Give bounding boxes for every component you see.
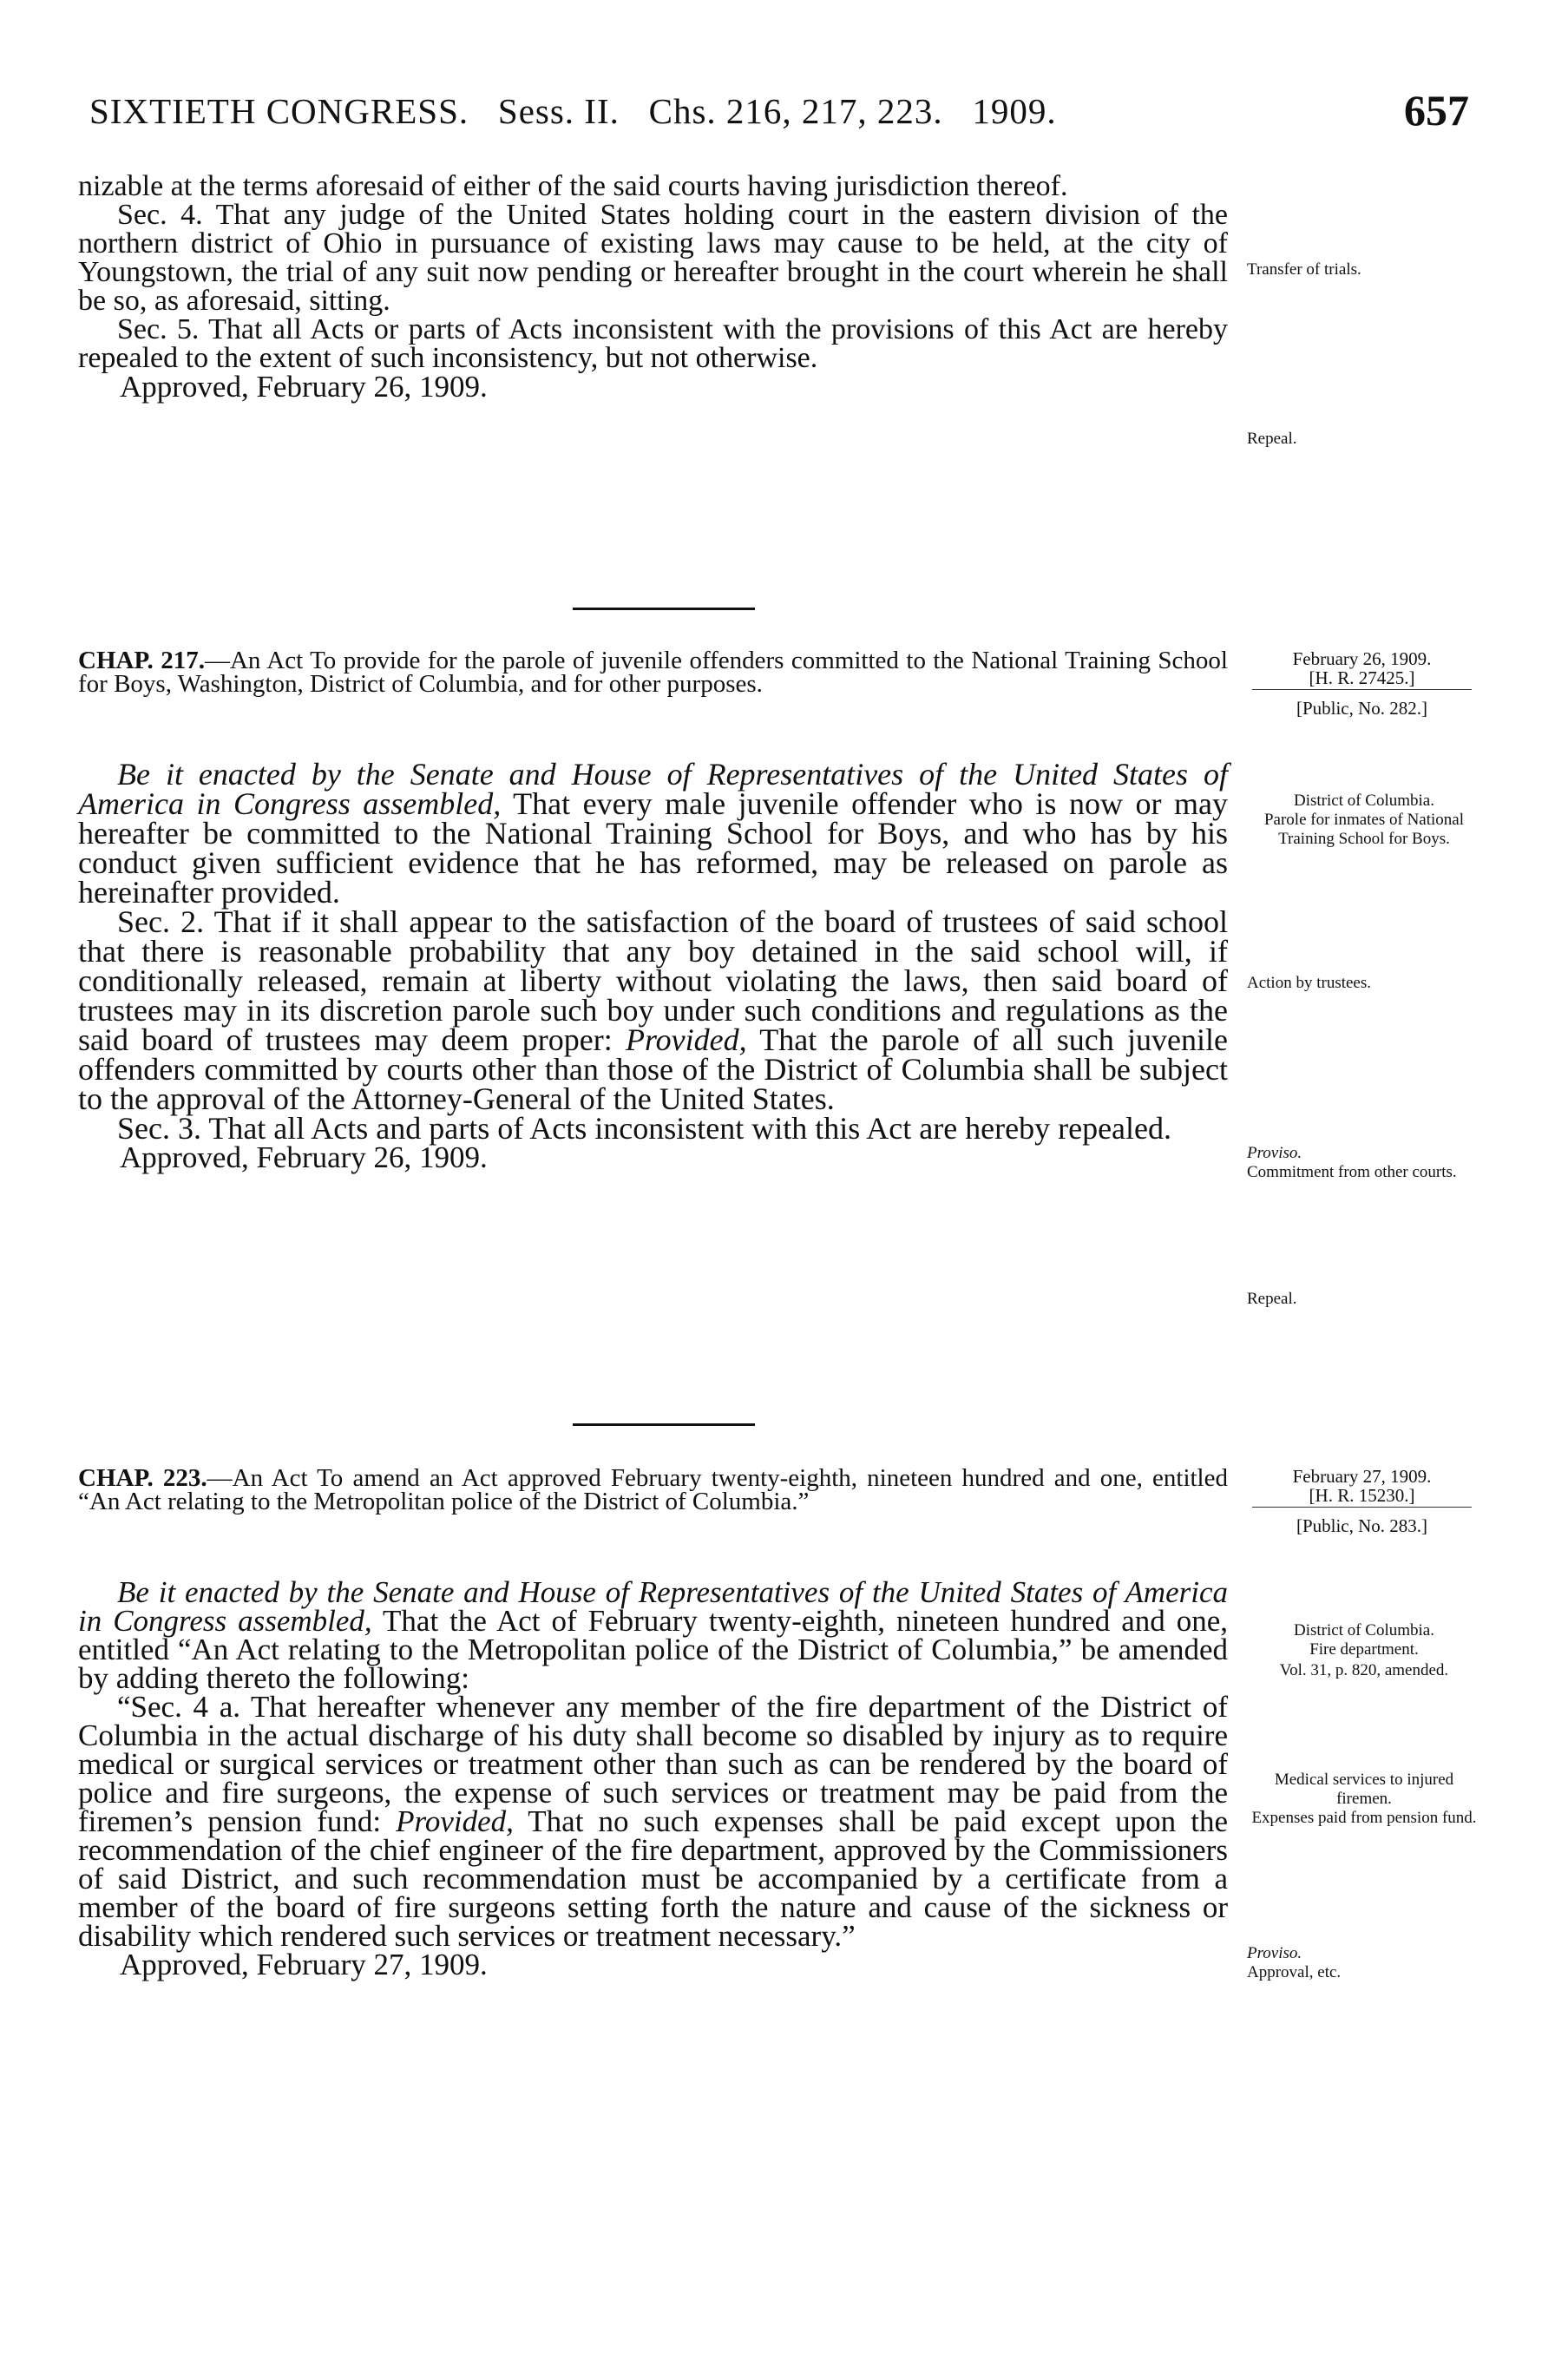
margin-vol: Vol. 31, p. 820, amended.	[1279, 1661, 1449, 1679]
margin-fire-dept: Fire department.	[1309, 1640, 1419, 1659]
chap217-sec2-b: That the parole of all such juvenile offenders committed by courts other than those of the District of Columbia shall be subject to the approval of the Attorney-General of the United States.	[78, 1022, 1229, 1116]
chap217-approved: Approved, February 26, 1909.	[120, 1140, 488, 1174]
chap217-sec2-a: Sec. 2. That if it shall appear to the satisfaction of the board of trustees of said school that there is reasonable probability that any boy detained in the said school will, if conditionally released, remain at liberty without violating the laws, then said board of trustees may in its discretion parole such boy under such conditions and regulations as the said board of trustees may deem proper:	[78, 904, 1228, 1057]
header-congress: SIXTIETH CONGRESS.	[89, 91, 469, 131]
chap217-title-text: —An Act To provide for the parole of juvenile offenders committed to the National Training School for Boys, Washington, District of Columbia, and for other purposes.	[78, 647, 1228, 698]
margin-dc-217: District of Columbia.	[1293, 792, 1434, 810]
chap223-sec4a-b: That no such expenses shall be paid except upon the recommendation of the chief engineer of the fire department, approved by the Commissioners of said District, and such recommendation must be accompanied by a certificate from a member of the board of fire surgeons setting forth the nature and cause of the sickness or disability which rendered such services or treatment necessary.”	[78, 1804, 1228, 1953]
chap217-title	[78, 649, 1228, 696]
running-header	[89, 86, 1469, 142]
margin-approval: Approval, etc.	[1247, 1963, 1342, 1981]
section-divider	[573, 608, 755, 610]
chap217-sec1: That every male juvenile offender who is now or may hereafter be committed to the National Training School for Boys, and who has by his conduct given sufficient evidence that he has reformed, may be released on parole as hereinafter provided.	[78, 786, 1229, 910]
chap223-meta	[1247, 1467, 1477, 1535]
chap217-meta	[1247, 649, 1477, 718]
header-chapters: Chs. 216, 217, 223.	[648, 91, 943, 131]
chap217-provided: Provided,	[626, 1022, 747, 1057]
chap223-sec1: That the Act of February twenty-eighth, nineteen hundred and one, entitled “An Act relating to the Metropolitan police of the District of Columbia,” be amended by adding thereto the following:	[78, 1604, 1229, 1695]
margin-proviso-223: Proviso.	[1247, 1944, 1302, 1962]
chap223-enacting-clause: Be it enacted by the Senate and House of Representatives of the United States of America in Congress assembled,	[78, 1575, 1228, 1638]
chap216-approved: Approved, February 26, 1909.	[120, 370, 488, 404]
chap223-body	[78, 1575, 1229, 1981]
chap223-title	[78, 1464, 1228, 1515]
margin-medical: Medical services to injured firemen.	[1274, 1771, 1454, 1808]
chap216-continuation: nizable at the terms aforesaid of either of the said courts having jurisdiction thereof.	[78, 170, 1068, 202]
margin-transfer: Transfer of trials.	[1247, 260, 1361, 279]
chap223-label: CHAP. 223.	[78, 1464, 207, 1492]
header-session: Sess. II.	[497, 91, 620, 131]
margin-expenses: Expenses paid from pension fund.	[1251, 1809, 1477, 1827]
chap217-date: February 26, 1909.	[1292, 648, 1432, 669]
chap216-sec5: Sec. 5. That all Acts or parts of Acts inconsistent with the provisions of this Act are hereby repealed to the extent of such inconsistency, but not otherwise.	[78, 313, 1228, 374]
meta-rule	[1252, 689, 1472, 690]
chap217-public: [Public, No. 282.]	[1296, 698, 1428, 719]
chap223-approved: Approved, February 27, 1909.	[120, 1948, 488, 1981]
chap223-title-text: —An Act To amend an Act approved February twenty-eighth, nineteen hundred and one, entitled “An Act relating to the Metropolitan police of the District of Columbia.”	[78, 1464, 1228, 1515]
chap217-body	[78, 759, 1228, 1173]
chap216-body	[78, 170, 1228, 404]
chap217-bill: [H. R. 27425.]	[1309, 667, 1415, 688]
margin-repeal-217: Repeal.	[1247, 1290, 1297, 1308]
meta-rule	[1252, 1507, 1472, 1508]
section-divider	[573, 1423, 755, 1426]
margin-repeal-216: Repeal.	[1247, 430, 1297, 448]
page-number: 657	[1404, 86, 1469, 135]
chap223-sec4a-a: “Sec. 4 a. That hereafter whenever any member of the fire department of the District of Columbia in the actual discharge of his duty shall become so disabled by injury as to require medical or surgical services or treatment other than such as can be rendered by the board of police and fire surgeons, the expense of such services or treatment may be paid from the firemen’s pension fund:	[78, 1690, 1228, 1838]
header-left	[89, 90, 1057, 132]
chap223-public: [Public, No. 283.]	[1296, 1515, 1428, 1536]
chap217-sec3: Sec. 3. That all Acts and parts of Acts inconsistent with this Act are hereby repealed.	[117, 1111, 1172, 1146]
chap217-enacting-clause: Be it enacted by the Senate and House of Representatives of the United States of America in Congress assembled,	[78, 757, 1228, 821]
header-year: 1909.	[972, 91, 1057, 131]
chap223-provided: Provided,	[396, 1804, 514, 1838]
margin-parole: Parole for inmates of National Training School for Boys.	[1263, 811, 1465, 848]
margin-action: Action by trustees.	[1247, 974, 1372, 992]
chap216-sec4: Sec. 4. That any judge of the United States holding court in the eastern division of the northern district of Ohio in pursuance of existing laws may cause to be held, at the city of Youngstown, the trial of any suit now pending or hereafter brought in the court wherein he shall be so, as aforesaid, sitting.	[78, 199, 1228, 317]
chap223-bill: [H. R. 15230.]	[1309, 1485, 1415, 1506]
chap217-label: CHAP. 217.	[78, 647, 205, 674]
margin-proviso-217: Proviso.	[1247, 1144, 1302, 1162]
chap223-date: February 27, 1909.	[1292, 1466, 1432, 1487]
margin-commitment: Commitment from other courts.	[1247, 1163, 1457, 1181]
margin-dc-223: District of Columbia.	[1293, 1621, 1434, 1639]
